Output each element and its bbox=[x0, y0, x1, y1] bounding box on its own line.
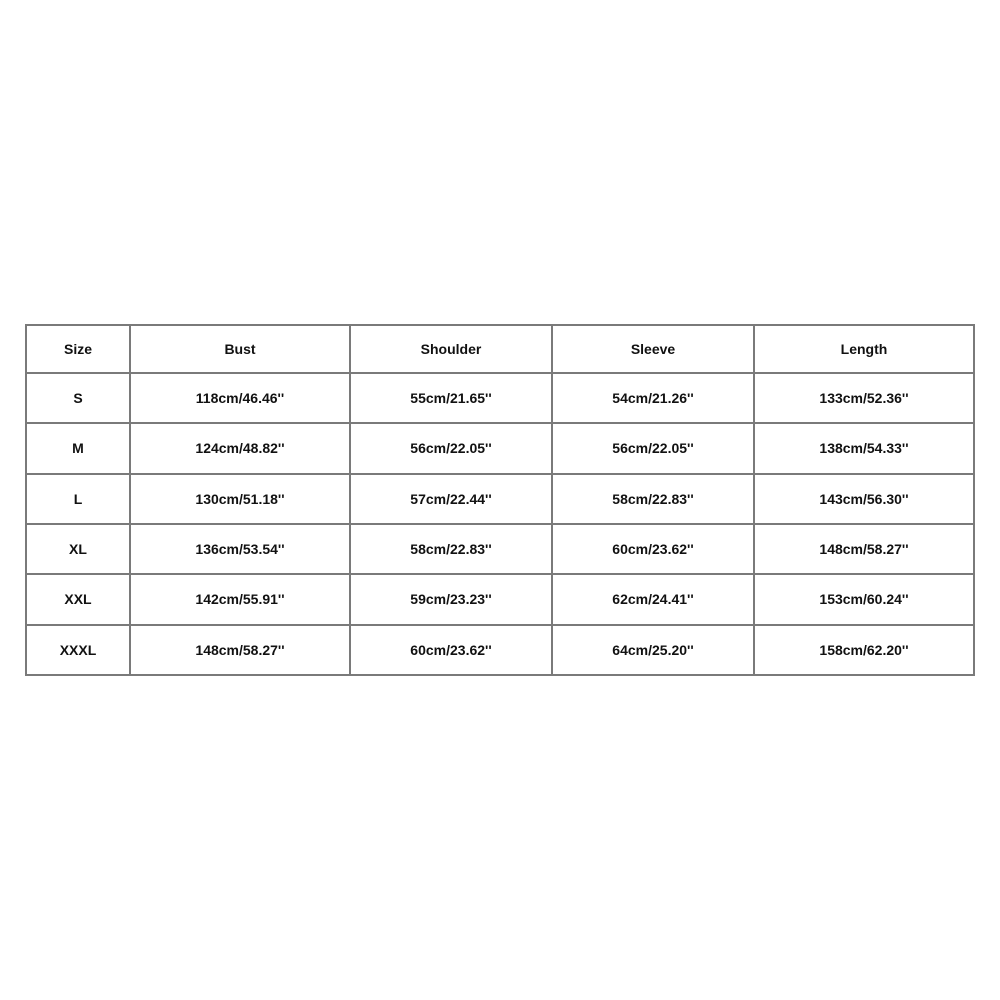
cell-sleeve: 58cm/22.83'' bbox=[552, 474, 754, 524]
header-shoulder: Shoulder bbox=[350, 325, 552, 373]
cell-shoulder: 59cm/23.23'' bbox=[350, 574, 552, 624]
cell-size: XL bbox=[26, 524, 130, 574]
table-row bbox=[26, 474, 974, 524]
cell-sleeve: 64cm/25.20'' bbox=[552, 625, 754, 675]
cell-length: 158cm/62.20'' bbox=[754, 625, 974, 675]
cell-length: 138cm/54.33'' bbox=[754, 423, 974, 473]
header-size: Size bbox=[26, 325, 130, 373]
cell-sleeve: 56cm/22.05'' bbox=[552, 423, 754, 473]
cell-shoulder: 60cm/23.62'' bbox=[350, 625, 552, 675]
cell-length: 148cm/58.27'' bbox=[754, 524, 974, 574]
cell-bust: 142cm/55.91'' bbox=[130, 574, 350, 624]
size-chart-table bbox=[25, 324, 975, 676]
table-row bbox=[26, 423, 974, 473]
cell-size: S bbox=[26, 373, 130, 423]
table-row bbox=[26, 574, 974, 624]
cell-shoulder: 56cm/22.05'' bbox=[350, 423, 552, 473]
cell-shoulder: 58cm/22.83'' bbox=[350, 524, 552, 574]
cell-length: 153cm/60.24'' bbox=[754, 574, 974, 624]
table-header-row bbox=[26, 325, 974, 373]
table-row bbox=[26, 524, 974, 574]
cell-bust: 136cm/53.54'' bbox=[130, 524, 350, 574]
cell-sleeve: 62cm/24.41'' bbox=[552, 574, 754, 624]
cell-bust: 124cm/48.82'' bbox=[130, 423, 350, 473]
cell-length: 133cm/52.36'' bbox=[754, 373, 974, 423]
cell-bust: 130cm/51.18'' bbox=[130, 474, 350, 524]
header-sleeve: Sleeve bbox=[552, 325, 754, 373]
table-row bbox=[26, 373, 974, 423]
cell-sleeve: 60cm/23.62'' bbox=[552, 524, 754, 574]
cell-length: 143cm/56.30'' bbox=[754, 474, 974, 524]
cell-bust: 118cm/46.46'' bbox=[130, 373, 350, 423]
cell-sleeve: 54cm/21.26'' bbox=[552, 373, 754, 423]
header-bust: Bust bbox=[130, 325, 350, 373]
table-row bbox=[26, 625, 974, 675]
cell-size: M bbox=[26, 423, 130, 473]
cell-size: XXL bbox=[26, 574, 130, 624]
cell-shoulder: 55cm/21.65'' bbox=[350, 373, 552, 423]
header-length: Length bbox=[754, 325, 974, 373]
cell-size: L bbox=[26, 474, 130, 524]
cell-bust: 148cm/58.27'' bbox=[130, 625, 350, 675]
cell-size: XXXL bbox=[26, 625, 130, 675]
cell-shoulder: 57cm/22.44'' bbox=[350, 474, 552, 524]
